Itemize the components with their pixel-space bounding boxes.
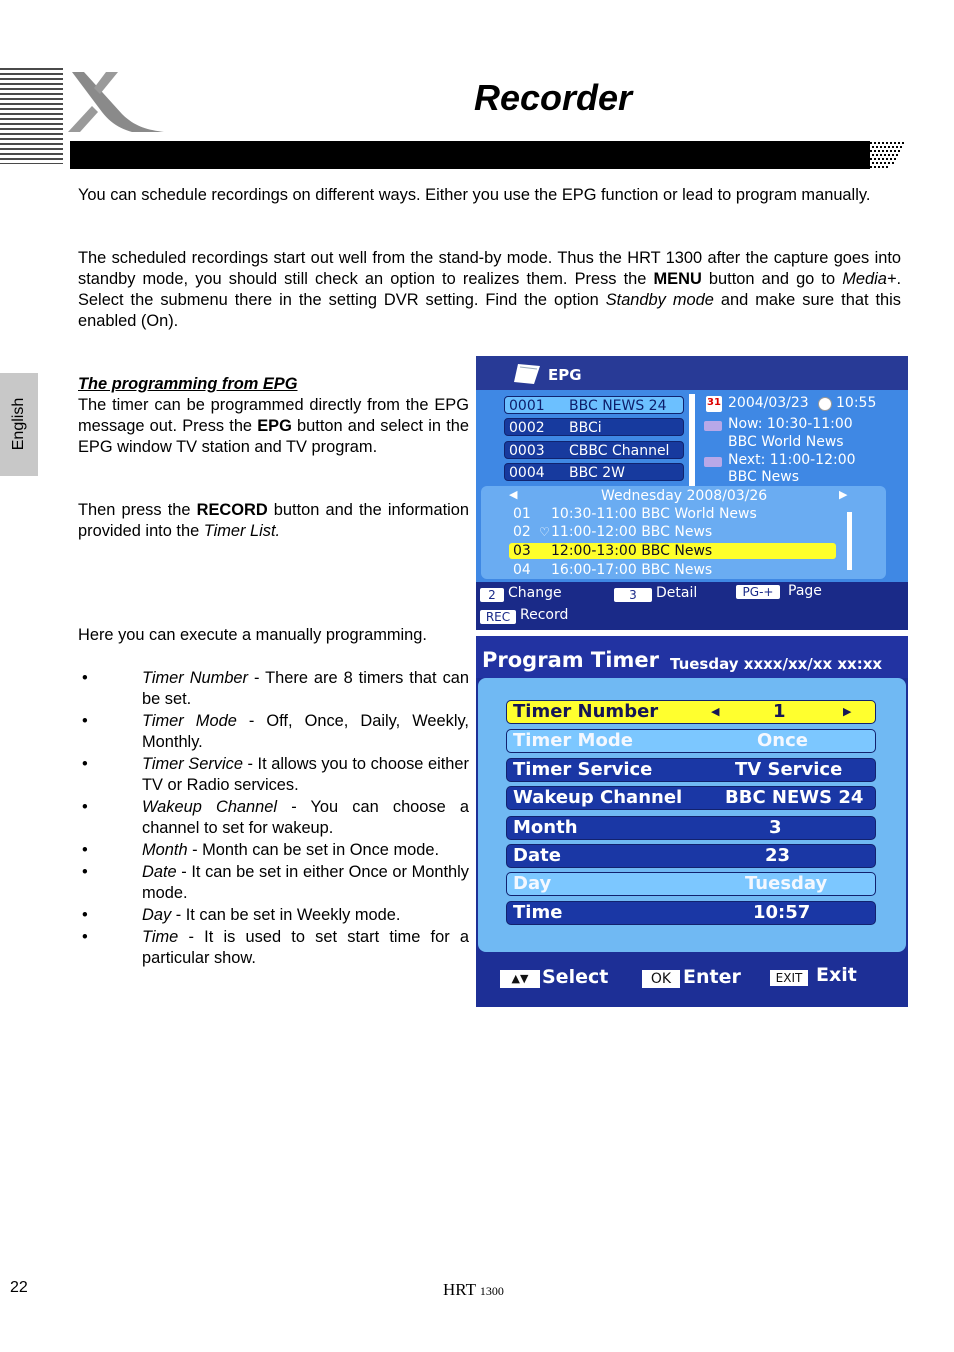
epg-text-2a: Then press the	[78, 501, 197, 519]
timer-row-value: BBC NEWS 24	[725, 787, 864, 808]
page-title: Recorder	[474, 77, 633, 118]
schedule-title: BBC World News	[641, 506, 757, 522]
list-item	[78, 797, 469, 839]
timer-options-list	[78, 668, 469, 970]
next-day-icon[interactable]: ▶	[839, 488, 848, 501]
schedule-number: 04	[513, 562, 531, 578]
change-key[interactable]: 2	[480, 588, 504, 602]
schedule-time: 16:00-17:00	[551, 562, 637, 578]
epg-next-title: BBC News	[728, 469, 800, 485]
record-label: Record	[520, 607, 569, 623]
detail-key[interactable]: 3	[614, 588, 652, 602]
bullet-text: - Off, Once, Daily, Weekly, Monthly.	[142, 712, 469, 751]
timer-row[interactable]	[506, 872, 876, 896]
schedule-number: 02	[513, 524, 531, 540]
timer-row-label: Month	[513, 817, 578, 838]
epg-channel-item[interactable]	[504, 463, 684, 481]
calendar-day: 31	[707, 397, 721, 408]
epg-date: 2004/03/23	[728, 395, 809, 411]
timer-row-value: Once	[757, 730, 808, 751]
epg-now: Now: 10:30-11:00	[728, 416, 853, 432]
ok-key[interactable]: OK	[642, 970, 680, 988]
now-icon	[704, 421, 722, 431]
epg-paragraph-2	[78, 500, 469, 542]
right-arrow-icon[interactable]: ▶	[843, 705, 852, 718]
channel-name: BBCi	[569, 420, 602, 436]
channel-scrollbar[interactable]	[689, 394, 695, 488]
media-keyword: Media+	[842, 270, 897, 288]
page-key[interactable]: PG-+	[736, 585, 780, 599]
bullet-term: Timer Number	[142, 669, 249, 687]
channel-number: 0003	[509, 443, 545, 459]
bullet-term: Timer Service	[142, 755, 243, 773]
bullet-text: - There are 8 timers that can be set.	[142, 669, 470, 708]
timer-row-value: TV Service	[735, 759, 843, 780]
model-brand: HRT	[443, 1280, 476, 1299]
timer-row[interactable]	[506, 729, 876, 753]
epg-text-1b: button and select in the EPG window TV station and TV program.	[78, 417, 470, 456]
title-bar-dots	[866, 140, 908, 170]
header-stripes	[0, 68, 63, 164]
intro-text-2b: button and go to	[701, 270, 843, 288]
channel-name: BBC NEWS 24	[569, 398, 667, 414]
rec-key[interactable]: REC	[480, 610, 516, 624]
timer-row[interactable]	[506, 901, 876, 925]
page-number: 22	[10, 1279, 28, 1296]
timer-row-label: Timer Service	[513, 759, 653, 780]
bullet-text: - It allows you to choose either TV or Radio services.	[142, 755, 469, 794]
epg-text-1a: The timer can be programmed directly from the EPG message out. Press the	[78, 396, 469, 435]
xoro-logo	[66, 66, 168, 136]
intro-paragraph-2	[78, 248, 901, 332]
enter-label: Enter	[683, 966, 741, 988]
exit-label: Exit	[816, 964, 857, 986]
timer-row[interactable]	[506, 700, 876, 724]
schedule-row[interactable]	[509, 562, 836, 578]
change-label: Change	[508, 585, 562, 601]
list-item	[78, 840, 469, 861]
heart-icon: ♡	[539, 525, 550, 539]
exit-key[interactable]: EXIT	[770, 970, 808, 986]
intro-text-1: You can schedule recordings on different ways. Either you use the EPG function or lead to program manually.	[78, 186, 871, 204]
calendar-icon	[706, 396, 722, 412]
epg-footer	[476, 582, 908, 630]
timer-row-label: Wakeup Channel	[513, 787, 683, 808]
model-number: 1300	[479, 1284, 504, 1298]
book-icon	[512, 362, 542, 386]
epg-next: Next: 11:00-12:00	[728, 452, 856, 468]
detail-label: Detail	[656, 585, 698, 601]
timer-row[interactable]	[506, 786, 876, 810]
bullet-term: Time	[142, 928, 179, 946]
list-item	[78, 668, 469, 710]
schedule-time: 11:00-12:00	[551, 524, 637, 540]
epg-clock: 10:55	[836, 395, 877, 411]
timer-row-value: 23	[765, 845, 791, 866]
epg-now-title: BBC World News	[728, 434, 844, 450]
timer-row-label: Day	[513, 873, 552, 894]
bullet-text: - You can choose a channel to set for wakeup.	[142, 798, 469, 837]
schedule-number: 01	[513, 506, 531, 522]
timer-row-label: Timer Mode	[513, 730, 633, 751]
timer-row[interactable]	[506, 844, 876, 868]
list-item	[78, 711, 469, 753]
program-timer-date: Tuesday xxxx/xx/xx xx:xx	[670, 655, 883, 673]
bullet-term: Month	[142, 841, 188, 859]
intro-text-2d: and make sure that this enabled (On).	[78, 291, 901, 330]
timer-row-label: Timer Number	[513, 701, 659, 722]
clock-icon	[818, 397, 832, 411]
list-item	[78, 754, 469, 796]
channel-name: BBC 2W	[569, 465, 625, 481]
next-icon	[704, 457, 722, 467]
bullet-text: - It is used to set start time for a particular show.	[142, 928, 469, 967]
page-label: Page	[788, 583, 822, 599]
timer-row-label: Time	[513, 902, 563, 923]
left-arrow-icon[interactable]: ◀	[711, 705, 720, 718]
schedule-scrollbar[interactable]	[847, 512, 852, 570]
bullet-term: Timer Mode	[142, 712, 237, 730]
intro-text-2c: . Select the submenu there in the setting DVR setting. Find the option	[78, 270, 902, 309]
schedule-row[interactable]	[509, 506, 836, 522]
schedule-title: BBC News	[641, 562, 713, 578]
epg-section-heading: The programming from EPG	[78, 375, 298, 393]
title-bar	[70, 141, 870, 169]
menu-keyword: MENU	[653, 270, 702, 288]
epg-channel-item[interactable]	[504, 441, 684, 459]
language-tab	[0, 373, 38, 476]
bullet-term: Day	[142, 906, 172, 924]
list-item	[78, 905, 469, 926]
model-name	[443, 1280, 504, 1300]
bullet-text: - Month can be set in Once mode.	[187, 841, 440, 859]
channel-number: 0002	[509, 420, 545, 436]
epg-paragraph-1	[78, 395, 469, 458]
record-keyword: RECORD	[196, 501, 268, 519]
schedule-number: 03	[513, 543, 531, 559]
timer-row-value: 10:57	[753, 902, 811, 923]
epg-text-2b: button and the information provided into the	[78, 501, 470, 540]
timer-row[interactable]	[506, 816, 876, 840]
timer-list-keyword: Timer List.	[203, 522, 281, 540]
epg-title: EPG	[548, 366, 582, 384]
bullet-text: - It can be set in Weekly mode.	[171, 906, 401, 924]
timer-row[interactable]	[506, 758, 876, 782]
channel-name: CBBC Channel	[569, 443, 670, 459]
bullet-term: Date	[142, 863, 177, 881]
list-item	[78, 927, 469, 969]
timer-row-value: 3	[769, 817, 782, 838]
bullet-term: Wakeup Channel	[142, 798, 278, 816]
epg-keyword: EPG	[257, 417, 292, 435]
intro-text-2a: The scheduled recordings start out well from the stand-by mode. Thus the HRT 1300 after the capture goes into standby mode, you should still check an option to realizes them. Press the	[78, 249, 901, 288]
schedule-row[interactable]	[509, 543, 836, 559]
epg-channel-item[interactable]	[504, 418, 684, 436]
program-timer-footer	[476, 952, 908, 1007]
intro-paragraph-1	[78, 185, 901, 206]
standby-keyword: Standby mode	[605, 291, 714, 309]
program-timer-title: Program Timer	[482, 648, 659, 672]
channel-number: 0001	[509, 398, 545, 414]
up-down-key-icon[interactable]: ▲▼	[500, 970, 540, 988]
epg-screenshot	[476, 356, 908, 630]
timer-row-value: Tuesday	[745, 873, 828, 894]
prev-day-icon[interactable]: ◀	[509, 488, 518, 501]
program-timer-screenshot	[476, 636, 908, 1007]
schedule-title: BBC News	[641, 543, 713, 559]
list-item	[78, 862, 469, 904]
epg-channel-item[interactable]	[504, 396, 684, 414]
schedule-row[interactable]	[509, 524, 836, 540]
schedule-time: 12:00-13:00	[551, 543, 637, 559]
epg-schedule-panel	[481, 486, 886, 579]
channel-number: 0004	[509, 465, 545, 481]
bullet-text: - It can be set in either Once or Monthly mode.	[142, 863, 469, 902]
timer-row-label: Date	[513, 845, 561, 866]
schedule-title: BBC News	[641, 524, 713, 540]
schedule-day: Wednesday 2008/03/26	[601, 488, 768, 504]
program-timer-panel	[478, 678, 906, 952]
language-label: English	[10, 397, 27, 451]
schedule-time: 10:30-11:00	[551, 506, 637, 522]
manual-intro: Here you can execute a manually programming.	[78, 626, 427, 644]
timer-row-value: 1	[773, 701, 786, 722]
select-label: Select	[542, 966, 609, 988]
